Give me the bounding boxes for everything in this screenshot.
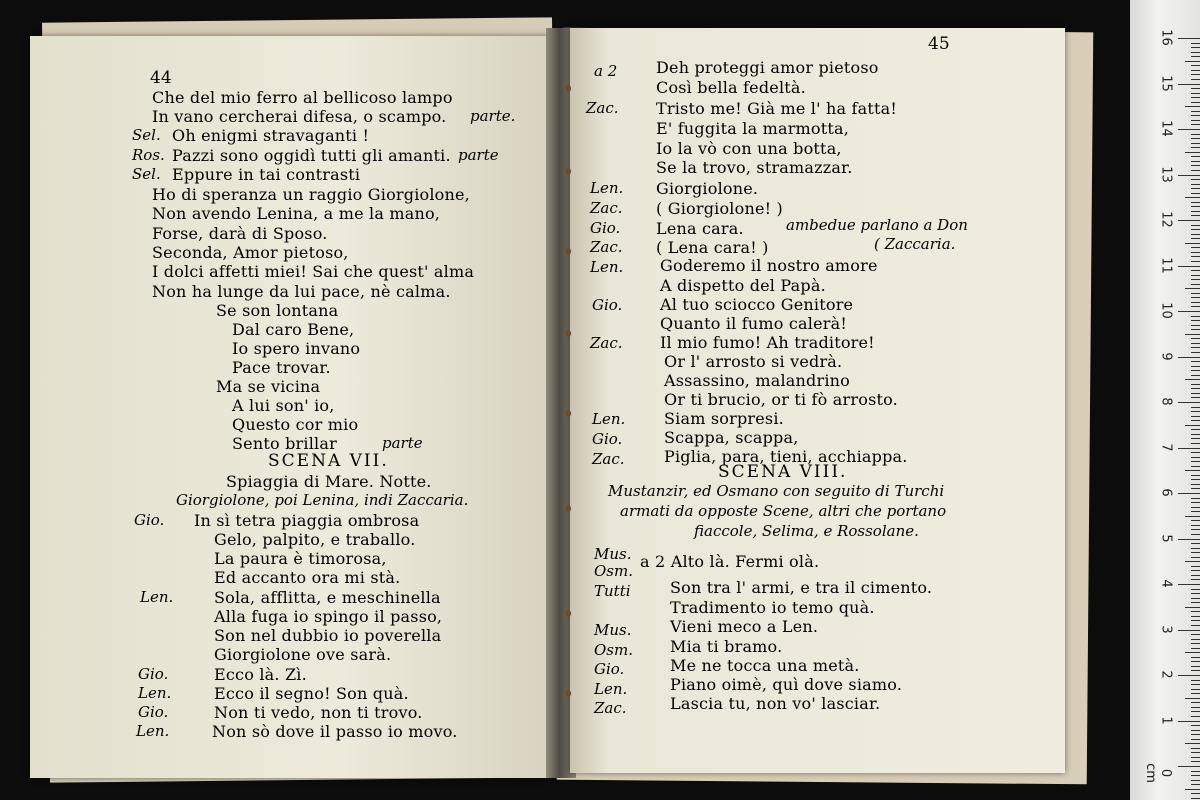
ruler-tick bbox=[1185, 561, 1200, 562]
ruler-tick bbox=[1191, 620, 1200, 621]
ruler-tick bbox=[1185, 288, 1200, 289]
verse-line: I dolci affetti miei! Sai che quest' alma bbox=[152, 262, 475, 281]
ruler-tick bbox=[1191, 234, 1200, 235]
verse-line: a 2 Alto là. Fermi olà. bbox=[640, 552, 820, 571]
ruler-tick bbox=[1191, 711, 1200, 712]
stage-note: parte. bbox=[470, 107, 516, 125]
ruler-tick bbox=[1191, 534, 1200, 535]
ruler-tick bbox=[1191, 680, 1200, 681]
verse-line: Questo cor mio bbox=[232, 415, 359, 434]
ruler-tick bbox=[1178, 493, 1200, 494]
speaker-label: Osm. bbox=[594, 562, 633, 580]
ruler-tick bbox=[1191, 716, 1200, 717]
ruler-tick bbox=[1191, 43, 1200, 44]
ruler-tick bbox=[1185, 379, 1200, 380]
speaker-label: Gio. bbox=[138, 703, 169, 721]
ruler-tick bbox=[1191, 666, 1200, 667]
ruler-tick bbox=[1191, 611, 1200, 612]
stage-note: parte bbox=[458, 146, 499, 164]
ruler-tick bbox=[1191, 507, 1200, 508]
ruler-tick bbox=[1191, 589, 1200, 590]
ruler-tick bbox=[1191, 634, 1200, 635]
ruler-tick bbox=[1191, 397, 1200, 398]
ruler-tick bbox=[1191, 670, 1200, 671]
verse-line: Lascia tu, non vo' lasciar. bbox=[670, 694, 881, 713]
ruler-tick bbox=[1191, 566, 1200, 567]
speaker-label: Gio. bbox=[592, 296, 623, 314]
ruler-tick bbox=[1191, 775, 1200, 776]
ruler-tick bbox=[1185, 698, 1200, 699]
ruler-label: 15 bbox=[1158, 74, 1174, 92]
ruler-tick bbox=[1178, 357, 1200, 358]
stage-direction-line: armati da opposte Scene, altri che portano bbox=[620, 502, 947, 520]
verse-line: Mia ti bramo. bbox=[670, 637, 783, 656]
ruler-tick bbox=[1191, 325, 1200, 326]
verse-line: Ecco là. Zì. bbox=[214, 665, 307, 684]
ruler-tick bbox=[1191, 684, 1200, 685]
stage-direction-line: Mustanzir, ed Osmano con seguito di Turchi bbox=[608, 482, 945, 500]
ruler-tick bbox=[1191, 47, 1200, 48]
ruler-tick bbox=[1191, 552, 1200, 553]
ruler-tick bbox=[1191, 65, 1200, 66]
ruler-tick bbox=[1191, 579, 1200, 580]
ruler-tick bbox=[1185, 516, 1200, 517]
ruler-tick bbox=[1191, 215, 1200, 216]
ruler-tick bbox=[1191, 548, 1200, 549]
ruler-tick bbox=[1191, 347, 1200, 348]
ruler-tick bbox=[1191, 93, 1200, 94]
ruler-tick bbox=[1191, 238, 1200, 239]
speaker-label: Gio. bbox=[590, 219, 621, 237]
ruler-tick bbox=[1185, 334, 1200, 335]
ruler-tick bbox=[1191, 407, 1200, 408]
speaker-label: Zac. bbox=[594, 699, 627, 717]
ruler-label: 16 bbox=[1158, 29, 1174, 46]
ruler-tick bbox=[1178, 539, 1200, 540]
verse-line: Sola, afflitta, e meschinella bbox=[214, 588, 441, 607]
verse-line: Ecco il segno! Son quà. bbox=[214, 684, 409, 703]
verse-line: Seconda, Amor pietoso, bbox=[152, 243, 349, 262]
ruler-tick bbox=[1191, 52, 1200, 53]
verse-line: Vieni meco a Len. bbox=[670, 617, 819, 636]
ruler-tick bbox=[1185, 789, 1200, 790]
speaker-label: Gio. bbox=[592, 430, 623, 448]
ruler-tick bbox=[1191, 479, 1200, 480]
verse-line: Giorgiolone. bbox=[656, 179, 759, 198]
ruler-tick bbox=[1191, 252, 1200, 253]
stage-note: ambedue parlano a Don bbox=[786, 216, 968, 234]
verse-line: Oh enigmi stravaganti ! bbox=[172, 126, 370, 145]
ruler-tick bbox=[1191, 261, 1200, 262]
verse-line: Son nel dubbio io poverella bbox=[214, 626, 442, 645]
ruler-tick bbox=[1191, 74, 1200, 75]
ruler-tick bbox=[1191, 488, 1200, 489]
ruler-tick bbox=[1185, 106, 1200, 107]
verse-line: Siam sorpresi. bbox=[664, 409, 784, 428]
ruler-label: 2 bbox=[1158, 670, 1174, 679]
verse-line: Non ha lunge da lui pace, nè calma. bbox=[152, 282, 451, 301]
ruler-tick bbox=[1178, 220, 1200, 221]
ruler-label: 0 cm bbox=[1143, 763, 1173, 783]
ruler-tick bbox=[1191, 639, 1200, 640]
ruler-tick bbox=[1191, 411, 1200, 412]
speaker-label: Gio. bbox=[594, 660, 625, 678]
speaker-label: Mus. bbox=[594, 621, 632, 639]
ruler-tick bbox=[1191, 111, 1200, 112]
speaker-label: Mus. bbox=[594, 545, 632, 563]
ruler-tick bbox=[1191, 598, 1200, 599]
speaker-label: Zac. bbox=[586, 99, 619, 117]
ruler-tick bbox=[1191, 689, 1200, 690]
ruler-tick bbox=[1191, 707, 1200, 708]
ruler-label: 9 bbox=[1158, 351, 1174, 361]
binding-hole bbox=[566, 330, 571, 337]
ruler-tick bbox=[1191, 102, 1200, 103]
ruler-tick bbox=[1191, 429, 1200, 430]
scene-heading: SCENA VIII. bbox=[718, 462, 848, 482]
ruler-tick bbox=[1191, 457, 1200, 458]
ruler-tick bbox=[1191, 366, 1200, 367]
ruler-tick bbox=[1191, 643, 1200, 644]
ruler-tick bbox=[1191, 156, 1200, 157]
verse-line: Se son lontana bbox=[216, 301, 339, 320]
ruler-label: 10 bbox=[1158, 302, 1174, 319]
ruler-tick bbox=[1191, 616, 1200, 617]
ruler-tick bbox=[1185, 61, 1200, 62]
ruler-tick bbox=[1178, 84, 1200, 85]
stage-direction-line: fiaccole, Selima, e Rossolane. bbox=[694, 522, 919, 540]
ruler-tick bbox=[1191, 498, 1200, 499]
verse-line: Assassino, malandrino bbox=[664, 371, 850, 390]
ruler-tick bbox=[1191, 543, 1200, 544]
ruler-tick bbox=[1191, 179, 1200, 180]
ruler-tick bbox=[1191, 211, 1200, 212]
ruler-tick bbox=[1191, 143, 1200, 144]
ruler-tick bbox=[1191, 625, 1200, 626]
ruler-tick bbox=[1191, 202, 1200, 203]
ruler-tick bbox=[1191, 557, 1200, 558]
right-page-number: 45 bbox=[928, 34, 950, 54]
ruler-tick bbox=[1191, 70, 1200, 71]
verse-line: Or ti brucio, or ti fò arrosto. bbox=[664, 390, 898, 409]
ruler-tick bbox=[1191, 602, 1200, 603]
ruler-tick bbox=[1191, 320, 1200, 321]
ruler-tick bbox=[1191, 693, 1200, 694]
verse-line: Il mio fumo! Ah traditore! bbox=[660, 333, 875, 352]
ruler-tick bbox=[1191, 648, 1200, 649]
verse-line: Giorgiolone ove sarà. bbox=[214, 645, 392, 664]
ruler-tick bbox=[1191, 570, 1200, 571]
scene-characters: Giorgiolone, poi Lenina, indi Zaccaria. bbox=[176, 491, 469, 509]
binding-hole bbox=[566, 168, 571, 175]
scene-heading: SCENA VII. bbox=[268, 451, 389, 471]
ruler-tick bbox=[1191, 798, 1200, 799]
ruler-tick bbox=[1178, 38, 1200, 39]
ruler-tick bbox=[1191, 284, 1200, 285]
ruler-tick bbox=[1191, 452, 1200, 453]
binding-hole bbox=[566, 690, 571, 697]
binding-hole bbox=[566, 610, 571, 617]
ruler-tick bbox=[1191, 511, 1200, 512]
verse-line: Sento brillar bbox=[232, 434, 337, 453]
verse-line: Piglia, para, tieni, acchiappa. bbox=[664, 447, 908, 466]
ruler-tick bbox=[1178, 721, 1200, 722]
ruler-tick bbox=[1191, 575, 1200, 576]
ruler-tick bbox=[1191, 170, 1200, 171]
ruler-tick bbox=[1191, 793, 1200, 794]
ruler-tick bbox=[1191, 229, 1200, 230]
ruler-label: 11 bbox=[1158, 256, 1174, 274]
ruler-tick bbox=[1185, 652, 1200, 653]
verse-line: Non ti vedo, non ti trovo. bbox=[214, 703, 423, 722]
ruler-tick bbox=[1178, 311, 1200, 312]
ruler-tick bbox=[1191, 124, 1200, 125]
speaker-label: Zac. bbox=[590, 334, 623, 352]
ruler-tick bbox=[1191, 343, 1200, 344]
ruler-tick bbox=[1191, 730, 1200, 731]
ruler-tick bbox=[1191, 134, 1200, 135]
ruler-tick bbox=[1191, 293, 1200, 294]
verse-line: E' fuggita la marmotta, bbox=[656, 119, 850, 138]
ruler-tick bbox=[1191, 225, 1200, 226]
ruler-tick bbox=[1191, 56, 1200, 57]
verse-line: Forse, darà di Sposo. bbox=[152, 224, 328, 243]
ruler-tick bbox=[1191, 502, 1200, 503]
verse-line: Goderemo il nostro amore bbox=[660, 256, 878, 275]
verse-line: La paura è timorosa, bbox=[214, 549, 387, 568]
ruler-tick bbox=[1178, 175, 1200, 176]
verse-line: Ho di speranza un raggio Giorgiolone, bbox=[152, 185, 470, 204]
ruler-tick bbox=[1191, 193, 1200, 194]
verse-line: Pazzi sono oggidì tutti gli amanti. bbox=[172, 146, 451, 165]
ruler-tick bbox=[1191, 734, 1200, 735]
ruler-tick bbox=[1191, 338, 1200, 339]
verse-line: Quanto il fumo calerà! bbox=[660, 314, 847, 333]
ruler-tick bbox=[1191, 247, 1200, 248]
ruler-tick bbox=[1191, 748, 1200, 749]
verse-line: Or l' arrosto si vedrà. bbox=[664, 352, 843, 371]
ruler-label: 7 bbox=[1158, 442, 1174, 452]
speaker-label: Sel. bbox=[132, 126, 161, 144]
ruler-tick bbox=[1191, 520, 1200, 521]
speaker-label: Gio. bbox=[134, 511, 165, 529]
ruler-tick bbox=[1191, 525, 1200, 526]
speaker-label: Zac. bbox=[590, 199, 623, 217]
ruler-tick bbox=[1185, 607, 1200, 608]
ruler-tick bbox=[1191, 484, 1200, 485]
speaker-label: Ros. bbox=[132, 146, 165, 164]
speaker-label: Len. bbox=[590, 258, 624, 276]
speaker-label: Len. bbox=[136, 722, 170, 740]
verse-line: Alla fuga io spingo il passo, bbox=[214, 607, 443, 626]
verse-line: Tristo me! Già me l' ha fatta! bbox=[656, 99, 898, 118]
verse-line: ( Lena cara! ) bbox=[656, 238, 769, 257]
verse-line: Gelo, palpito, e traballo. bbox=[214, 530, 416, 549]
verse-line: Io la vò con una botta, bbox=[656, 139, 842, 158]
ruler-tick bbox=[1185, 425, 1200, 426]
ruler-tick bbox=[1191, 316, 1200, 317]
ruler-tick bbox=[1191, 384, 1200, 385]
ruler-tick bbox=[1191, 361, 1200, 362]
ruler-tick bbox=[1191, 329, 1200, 330]
ruler-tick bbox=[1178, 584, 1200, 585]
verse-line: Tradimento io temo quà. bbox=[670, 598, 875, 617]
ruler-tick bbox=[1191, 461, 1200, 462]
verse-line: Lena cara. bbox=[656, 219, 744, 238]
ruler-tick bbox=[1191, 529, 1200, 530]
ruler-label: 1 bbox=[1158, 715, 1174, 725]
binding-hole bbox=[566, 85, 571, 92]
binding-hole bbox=[566, 410, 571, 417]
ruler-tick bbox=[1185, 152, 1200, 153]
verse-line: Al tuo sciocco Genitore bbox=[660, 295, 854, 314]
ruler-tick bbox=[1191, 757, 1200, 758]
ruler-tick bbox=[1191, 302, 1200, 303]
ruler-tick bbox=[1191, 739, 1200, 740]
verse-line: Se la trovo, stramazzar. bbox=[656, 158, 853, 177]
ruler-label: 12 bbox=[1158, 211, 1174, 228]
ruler-tick bbox=[1191, 297, 1200, 298]
ruler-tick bbox=[1191, 438, 1200, 439]
speaker-label: Len. bbox=[138, 684, 172, 702]
ruler-tick bbox=[1191, 270, 1200, 271]
ruler-tick bbox=[1191, 725, 1200, 726]
ruler-tick bbox=[1191, 279, 1200, 280]
ruler-tick bbox=[1185, 197, 1200, 198]
ruler-tick bbox=[1191, 388, 1200, 389]
binding-hole bbox=[566, 248, 571, 255]
verse-line: ( Giorgiolone! ) bbox=[656, 199, 783, 218]
verse-line: Così bella fedeltà. bbox=[656, 78, 806, 97]
ruler-tick bbox=[1185, 470, 1200, 471]
verse-line: Me ne tocca una metà. bbox=[670, 656, 860, 675]
speaker-label: Len. bbox=[590, 179, 624, 197]
ruler-tick bbox=[1191, 657, 1200, 658]
speaker-label: a 2 bbox=[594, 62, 618, 80]
ruler-tick bbox=[1191, 434, 1200, 435]
ruler-tick bbox=[1191, 88, 1200, 89]
verse-line: Scappa, scappa, bbox=[664, 428, 799, 447]
verse-line: Non avendo Lenina, a me la mano, bbox=[152, 204, 441, 223]
ruler-tick bbox=[1191, 593, 1200, 594]
ruler-tick bbox=[1191, 206, 1200, 207]
ruler-tick bbox=[1191, 752, 1200, 753]
left-page-number: 44 bbox=[150, 68, 172, 88]
verse-line: Son tra l' armi, e tra il cimento. bbox=[670, 578, 933, 597]
ruler-tick bbox=[1178, 766, 1200, 767]
ruler-tick bbox=[1191, 375, 1200, 376]
verse-line: Eppure in tai contrasti bbox=[172, 165, 361, 184]
ruler-tick bbox=[1185, 243, 1200, 244]
ruler-tick bbox=[1191, 475, 1200, 476]
ruler-label: 14 bbox=[1158, 120, 1174, 137]
ruler-tick bbox=[1191, 256, 1200, 257]
ruler-tick bbox=[1191, 79, 1200, 80]
ruler-tick bbox=[1191, 120, 1200, 121]
verse-line: A lui son' io, bbox=[232, 396, 335, 415]
verse-line: Non sò dove il passo io movo. bbox=[212, 722, 458, 741]
ruler-tick bbox=[1191, 780, 1200, 781]
ruler-tick bbox=[1178, 402, 1200, 403]
ruler-tick bbox=[1178, 448, 1200, 449]
verse-line: In vano cercherai difesa, o scampo. bbox=[152, 107, 447, 126]
speaker-label: Zac. bbox=[590, 238, 623, 256]
stage-note: ( Zaccaria. bbox=[874, 235, 956, 253]
ruler-tick bbox=[1191, 443, 1200, 444]
ruler-tick bbox=[1191, 761, 1200, 762]
verse-line: Piano oimè, quì dove siamo. bbox=[670, 675, 903, 694]
ruler-label: 5 bbox=[1158, 533, 1174, 543]
ruler-tick bbox=[1191, 370, 1200, 371]
ruler-tick bbox=[1191, 420, 1200, 421]
ruler-tick bbox=[1191, 184, 1200, 185]
ruler-tick bbox=[1191, 97, 1200, 98]
scene-setting: Spiaggia di Mare. Notte. bbox=[226, 472, 432, 491]
verse-line: Che del mio ferro al bellicoso lampo bbox=[152, 88, 453, 107]
ruler-label: 8 bbox=[1158, 397, 1174, 406]
ruler-tick bbox=[1191, 188, 1200, 189]
speaker-label: Sel. bbox=[132, 165, 161, 183]
ruler-tick bbox=[1191, 275, 1200, 276]
ruler-tick bbox=[1185, 743, 1200, 744]
ruler-tick bbox=[1191, 115, 1200, 116]
ruler-label: 4 bbox=[1158, 579, 1174, 588]
ruler-label: 3 bbox=[1158, 624, 1174, 634]
verse-line: Io spero invano bbox=[232, 339, 361, 358]
verse-line: Pace trovar. bbox=[232, 358, 331, 377]
ruler-tick bbox=[1191, 784, 1200, 785]
binding-hole bbox=[566, 505, 571, 512]
speaker-label: Len. bbox=[594, 680, 628, 698]
speaker-label: Tutti bbox=[594, 582, 631, 600]
ruler-tick bbox=[1178, 630, 1200, 631]
speaker-label: Zac. bbox=[592, 450, 625, 468]
verse-line: Ma se vicina bbox=[216, 377, 321, 396]
ruler-tick bbox=[1191, 771, 1200, 772]
speaker-label: Osm. bbox=[594, 641, 633, 659]
verse-line: In sì tetra piaggia ombrosa bbox=[194, 511, 420, 530]
ruler-label: 6 bbox=[1158, 488, 1174, 497]
ruler-tick bbox=[1191, 466, 1200, 467]
ruler-tick bbox=[1191, 352, 1200, 353]
ruler-label: 13 bbox=[1158, 165, 1174, 183]
ruler-tick bbox=[1191, 393, 1200, 394]
ruler-tick bbox=[1191, 702, 1200, 703]
ruler-tick bbox=[1191, 416, 1200, 417]
verse-line: Ed accanto ora mi stà. bbox=[214, 568, 401, 587]
speaker-label: Gio. bbox=[138, 665, 169, 683]
ruler-tick bbox=[1178, 129, 1200, 130]
verse-line: A dispetto del Papà. bbox=[660, 276, 826, 295]
ruler-tick bbox=[1178, 266, 1200, 267]
ruler-tick bbox=[1191, 306, 1200, 307]
verse-line: Dal caro Bene, bbox=[232, 320, 355, 339]
ruler-tick bbox=[1191, 147, 1200, 148]
ruler-tick bbox=[1178, 675, 1200, 676]
ruler-tick bbox=[1191, 161, 1200, 162]
stage-note: parte bbox=[382, 434, 423, 452]
ruler-tick bbox=[1191, 138, 1200, 139]
ruler-tick bbox=[1191, 661, 1200, 662]
verse-line: Deh proteggi amor pietoso bbox=[656, 58, 879, 77]
speaker-label: Len. bbox=[140, 588, 174, 606]
speaker-label: Len. bbox=[592, 410, 626, 428]
ruler-tick bbox=[1191, 165, 1200, 166]
